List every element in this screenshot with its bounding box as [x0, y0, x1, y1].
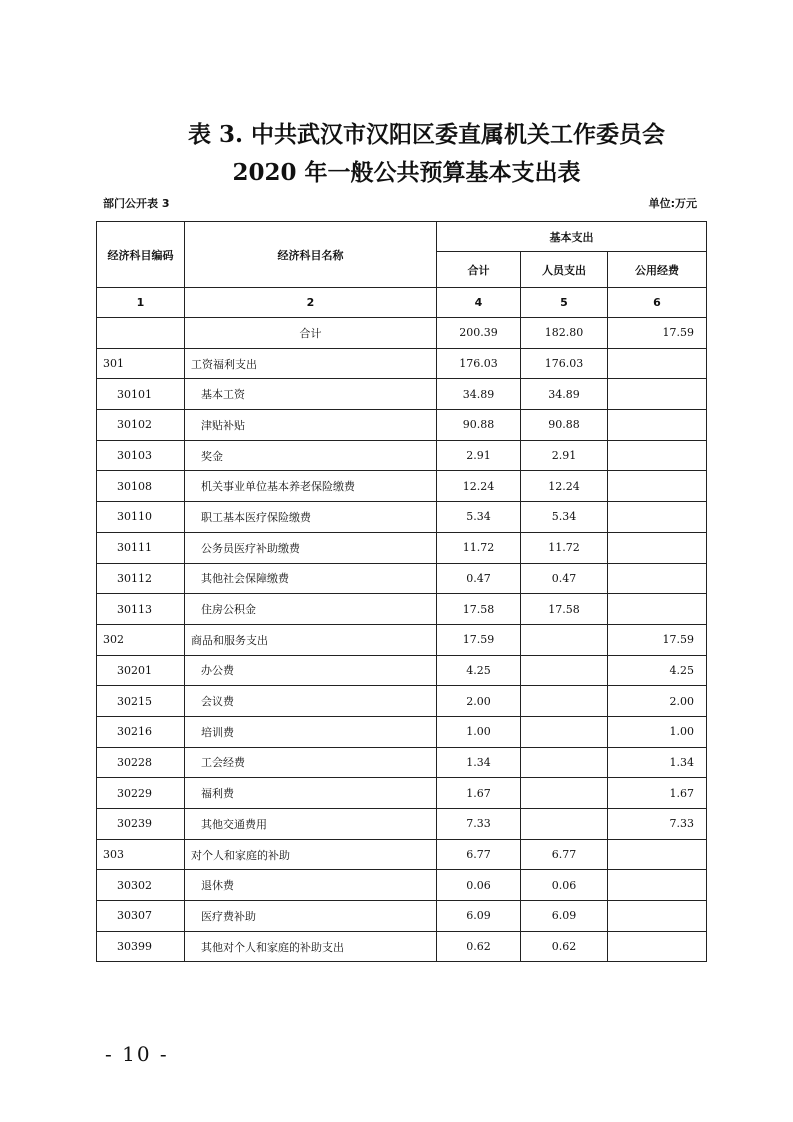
- row-public: [608, 440, 707, 471]
- row-public: [608, 870, 707, 901]
- row-code: 30307: [97, 901, 185, 932]
- row-personnel: 0.47: [521, 563, 608, 594]
- row-total: 0.47: [437, 563, 521, 594]
- header-row-1: [97, 222, 707, 252]
- row-public: [608, 563, 707, 594]
- row-public: 4.25: [608, 655, 707, 686]
- row-name: 奖金: [185, 440, 437, 471]
- total-personnel: 182.80: [521, 318, 608, 349]
- table-row: [97, 471, 707, 502]
- row-personnel: 11.72: [521, 532, 608, 563]
- row-name: 其他交通费用: [185, 809, 437, 840]
- row-name: 培训费: [185, 716, 437, 747]
- header-public: 公用经费: [608, 252, 707, 288]
- row-code: 30201: [97, 655, 185, 686]
- row-total: 0.62: [437, 931, 521, 962]
- row-total: 1.67: [437, 778, 521, 809]
- row-personnel: 17.58: [521, 594, 608, 625]
- row-total: 90.88: [437, 410, 521, 441]
- table-row: [97, 747, 707, 778]
- col-number: 5: [521, 288, 608, 318]
- row-code: 30108: [97, 471, 185, 502]
- row-public: [608, 471, 707, 502]
- document-title-line1: 表 3. 中共武汉市汉阳区委直属机关工作委员会: [187, 121, 666, 148]
- row-code: 30103: [97, 440, 185, 471]
- row-public: [608, 348, 707, 379]
- row-total: 0.06: [437, 870, 521, 901]
- row-name: 住房公积金: [185, 594, 437, 625]
- table-row: [97, 594, 707, 625]
- table-row: [97, 870, 707, 901]
- row-personnel: [521, 747, 608, 778]
- row-personnel: 176.03: [521, 348, 608, 379]
- row-total: 34.89: [437, 379, 521, 410]
- row-personnel: [521, 655, 608, 686]
- row-personnel: [521, 716, 608, 747]
- document-title-line2: 2020 年一般公共预算基本支出表: [232, 159, 581, 186]
- row-total: 2.91: [437, 440, 521, 471]
- row-personnel: 90.88: [521, 410, 608, 441]
- table-row: [97, 809, 707, 840]
- table-row: [97, 686, 707, 717]
- row-total: 11.72: [437, 532, 521, 563]
- row-name: 基本工资: [185, 379, 437, 410]
- page-number: - 10 -: [105, 1042, 169, 1066]
- row-name: 对个人和家庭的补助: [185, 839, 437, 870]
- row-public: 7.33: [608, 809, 707, 840]
- col-number: 1: [97, 288, 185, 318]
- row-total: 12.24: [437, 471, 521, 502]
- row-code: 30239: [97, 809, 185, 840]
- row-public: 1.00: [608, 716, 707, 747]
- row-personnel: 0.06: [521, 870, 608, 901]
- row-public: 1.67: [608, 778, 707, 809]
- row-code: 30229: [97, 778, 185, 809]
- row-public: 2.00: [608, 686, 707, 717]
- total-code: [97, 318, 185, 349]
- row-personnel: 6.77: [521, 839, 608, 870]
- row-personnel: [521, 624, 608, 655]
- row-code: 30113: [97, 594, 185, 625]
- row-public: [608, 839, 707, 870]
- table-row: [97, 901, 707, 932]
- row-personnel: [521, 686, 608, 717]
- row-code: 30111: [97, 532, 185, 563]
- header-code: 经济科目编码: [97, 222, 185, 288]
- row-code: 30215: [97, 686, 185, 717]
- row-public: 1.34: [608, 747, 707, 778]
- table-row: [97, 379, 707, 410]
- row-name: 办公费: [185, 655, 437, 686]
- table-row: [97, 655, 707, 686]
- row-personnel: 6.09: [521, 901, 608, 932]
- budget-table: [96, 221, 707, 962]
- row-name: 津贴补贴: [185, 410, 437, 441]
- row-name: 机关事业单位基本养老保险缴费: [185, 471, 437, 502]
- row-total: 2.00: [437, 686, 521, 717]
- col-number: 6: [608, 288, 707, 318]
- row-code: 30399: [97, 931, 185, 962]
- row-public: [608, 901, 707, 932]
- form-label: 部门公开表 3: [103, 197, 170, 210]
- column-number-row: [97, 288, 707, 318]
- row-code: 30110: [97, 502, 185, 533]
- row-public: [608, 502, 707, 533]
- row-personnel: 2.91: [521, 440, 608, 471]
- row-total: 176.03: [437, 348, 521, 379]
- row-public: [608, 379, 707, 410]
- row-name: 会议费: [185, 686, 437, 717]
- header-personnel: 人员支出: [521, 252, 608, 288]
- row-name: 福利费: [185, 778, 437, 809]
- row-name: 职工基本医疗保险缴费: [185, 502, 437, 533]
- table-row: [97, 624, 707, 655]
- row-personnel: [521, 809, 608, 840]
- row-name: 公务员医疗补助缴费: [185, 532, 437, 563]
- row-code: 30228: [97, 747, 185, 778]
- row-total: 5.34: [437, 502, 521, 533]
- row-code: 301: [97, 348, 185, 379]
- row-code: 30216: [97, 716, 185, 747]
- row-public: 17.59: [608, 624, 707, 655]
- row-code: 30102: [97, 410, 185, 441]
- row-total: 6.09: [437, 901, 521, 932]
- row-name: 其他对个人和家庭的补助支出: [185, 931, 437, 962]
- row-public: [608, 594, 707, 625]
- row-total: 17.58: [437, 594, 521, 625]
- header-total: 合计: [437, 252, 521, 288]
- row-personnel: 0.62: [521, 931, 608, 962]
- table-row: [97, 931, 707, 962]
- row-code: 303: [97, 839, 185, 870]
- row-name: 医疗费补助: [185, 901, 437, 932]
- total-total: 200.39: [437, 318, 521, 349]
- row-total: 1.34: [437, 747, 521, 778]
- table-row: [97, 563, 707, 594]
- row-personnel: 12.24: [521, 471, 608, 502]
- row-total: 7.33: [437, 809, 521, 840]
- table-row: [97, 410, 707, 441]
- row-code: 30112: [97, 563, 185, 594]
- row-public: [608, 532, 707, 563]
- row-total: 6.77: [437, 839, 521, 870]
- row-personnel: [521, 778, 608, 809]
- row-code: 30302: [97, 870, 185, 901]
- row-public: [608, 931, 707, 962]
- row-total: 4.25: [437, 655, 521, 686]
- total-name: 合计: [185, 318, 437, 349]
- row-name: 退休费: [185, 870, 437, 901]
- header-basic-expenditure: 基本支出: [437, 222, 707, 252]
- row-name: 工会经费: [185, 747, 437, 778]
- col-number: 2: [185, 288, 437, 318]
- grand-total-row: [97, 318, 707, 349]
- row-personnel: 5.34: [521, 502, 608, 533]
- table-row: [97, 716, 707, 747]
- row-total: 17.59: [437, 624, 521, 655]
- header-name: 经济科目名称: [185, 222, 437, 288]
- row-code: 30101: [97, 379, 185, 410]
- unit-label: 单位:万元: [648, 197, 697, 210]
- table-row: [97, 532, 707, 563]
- row-code: 302: [97, 624, 185, 655]
- row-name: 工资福利支出: [185, 348, 437, 379]
- row-name: 商品和服务支出: [185, 624, 437, 655]
- table-row: [97, 440, 707, 471]
- row-name: 其他社会保障缴费: [185, 563, 437, 594]
- row-public: [608, 410, 707, 441]
- row-personnel: 34.89: [521, 379, 608, 410]
- row-total: 1.00: [437, 716, 521, 747]
- table-row: [97, 502, 707, 533]
- table-row: [97, 348, 707, 379]
- total-public: 17.59: [608, 318, 707, 349]
- table-row: [97, 778, 707, 809]
- table-row: [97, 839, 707, 870]
- col-number: 4: [437, 288, 521, 318]
